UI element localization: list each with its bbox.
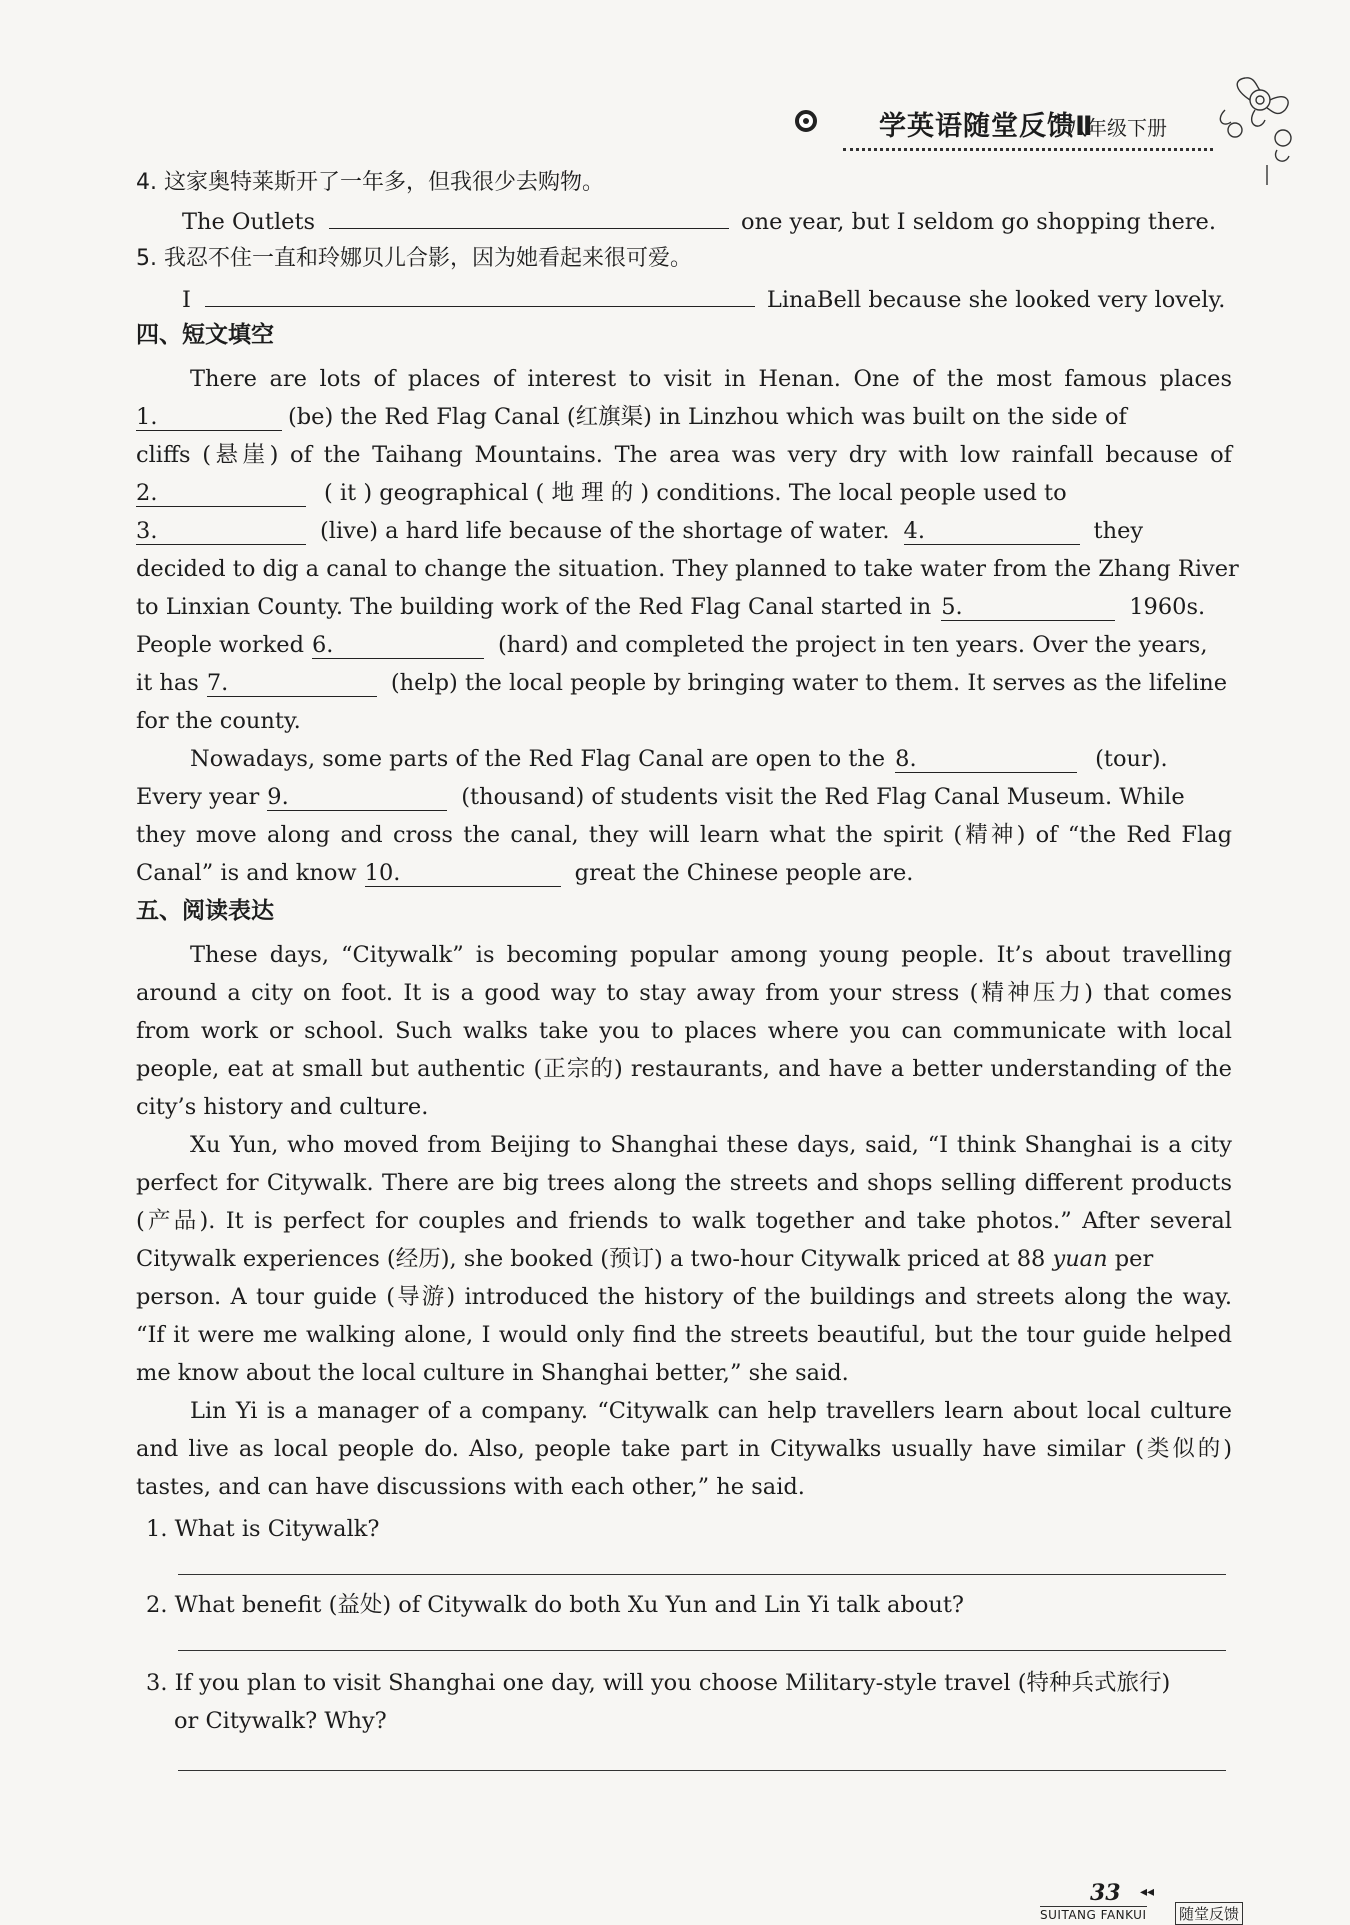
passage-p2-line-2: perfect for Citywalk. There are big trees along the streets and shops selling different products bbox=[136, 1170, 1232, 1196]
cloze-line-1: There are lots of places of interest to visit in Henan. One of the most famous places bbox=[190, 366, 1232, 392]
cloze-line-4 bbox=[136, 476, 1232, 510]
cloze-blank-10[interactable]: 10. bbox=[365, 860, 561, 887]
page-header bbox=[795, 104, 1215, 156]
passage-p2-line-3: (产品). It is perfect for couples and friends to walk together and take photos.” After several bbox=[136, 1208, 1232, 1234]
cloze-line-13: they move along and cross the canal, they will learn what the spirit (精神) of “the Red Flag bbox=[136, 822, 1232, 848]
page-footer bbox=[1040, 1880, 1270, 1924]
translation-q4-chinese: 4. 这家奥特莱斯开了一年多，但我很少去购物。 bbox=[136, 170, 604, 195]
page-number: 33 bbox=[1090, 1880, 1121, 1906]
cloze-line-10: for the county. bbox=[136, 708, 301, 734]
cloze-line-6: decided to dig a canal to change the situation. They planned to take water from the Zhang River bbox=[136, 556, 1239, 582]
passage-p3-line-1: Lin Yi is a manager of a company. “Citywalk can help travellers learn about local culture bbox=[190, 1398, 1232, 1424]
cloze-line-2 bbox=[136, 400, 1232, 434]
cloze-text: Every year bbox=[136, 784, 260, 810]
q5-prefix: I bbox=[182, 287, 191, 313]
cloze-text: (hard) and completed the project in ten years. Over the years, bbox=[497, 632, 1208, 658]
cloze-line-3: cliffs (悬崖) of the Taihang Mountains. The area was very dry with low rainfall because of bbox=[136, 442, 1232, 468]
cloze-blank-2[interactable]: 2. bbox=[136, 480, 306, 507]
cloze-line-11 bbox=[190, 742, 1232, 776]
header-bullet-icon bbox=[795, 110, 817, 132]
passage-p1-line-1: These days, “Citywalk” is becoming popular among young people. It’s about travelling bbox=[190, 942, 1232, 968]
cloze-text: (be) the Red Flag Canal (红旗渠) in Linzhou which was built on the side of bbox=[288, 404, 1127, 430]
book-subtitle: 八年级下册 bbox=[1067, 116, 1167, 140]
book-title: 学英语随堂反馈Ⅱ bbox=[879, 111, 1094, 142]
passage-p3-line-2: and live as local people do. Also, people take part in Citywalks usually have similar (类似的) bbox=[136, 1436, 1232, 1462]
cloze-text: (thousand) of students visit the Red Flag Canal Museum. While bbox=[461, 784, 1185, 810]
passage-p2-line-7: me know about the local culture in Shanghai better,” she said. bbox=[136, 1360, 849, 1386]
question-3-line-2: or Citywalk? Why? bbox=[174, 1708, 387, 1734]
cloze-text: (help) the local people by bringing water to them. It serves as the lifeline bbox=[390, 670, 1228, 696]
passage-p1-line-3: from work or school. Such walks take you to places where you can communicate with local bbox=[136, 1018, 1232, 1044]
question-2-answer-line[interactable] bbox=[178, 1650, 1226, 1651]
arrow-left-icon: ◂◂ bbox=[1140, 1884, 1155, 1900]
cloze-blank-6[interactable]: 6. bbox=[312, 632, 484, 659]
passage-text: Citywalk experiences (经历), she booked (预订) a two-hour Citywalk priced at 88 bbox=[136, 1246, 1046, 1272]
q4-answer-blank[interactable] bbox=[329, 202, 729, 229]
cloze-text: (live) a hard life because of the shortage of water. bbox=[320, 518, 890, 544]
passage-p1-line-5: city’s history and culture. bbox=[136, 1094, 429, 1120]
question-2: 2. What benefit (益处) of Citywalk do both Xu Yun and Lin Yi talk about? bbox=[146, 1592, 964, 1618]
question-1-answer-line[interactable] bbox=[178, 1574, 1226, 1575]
cloze-text: it has bbox=[136, 670, 199, 696]
cloze-blank-9[interactable]: 9. bbox=[267, 784, 447, 811]
cloze-text: ( it ) geographical ( 地 理 的 ) conditions. The local people used to bbox=[324, 480, 1067, 506]
passage-text: per bbox=[1114, 1246, 1154, 1272]
passage-p1-line-4: people, eat at small but authentic (正宗的) restaurants, and have a better understanding of the bbox=[136, 1056, 1232, 1082]
question-1: 1. What is Citywalk? bbox=[146, 1516, 380, 1542]
passage-p2-line-6: “If it were me walking alone, I would only find the streets beautiful, but the tour guide helped bbox=[136, 1322, 1232, 1348]
section-5-heading: 五、阅读表达 bbox=[136, 898, 274, 924]
question-3-line-1: 3. If you plan to visit Shanghai one day, will you choose Military-style travel (特种兵式旅行) bbox=[146, 1670, 1171, 1696]
translation-q5-chinese: 5. 我忍不住一直和玲娜贝儿合影，因为她看起来很可爱。 bbox=[136, 246, 692, 271]
footer-brand-chinese: 随堂反馈 bbox=[1175, 1902, 1243, 1925]
cloze-text: they bbox=[1093, 518, 1144, 544]
section-4-heading: 四、短文填空 bbox=[136, 322, 274, 348]
cloze-blank-8[interactable]: 8. bbox=[895, 746, 1077, 773]
header-dotted-rule bbox=[843, 148, 1213, 151]
passage-p3-line-3: tastes, and can have discussions with each other,” he said. bbox=[136, 1474, 805, 1500]
cloze-blank-7[interactable]: 7. bbox=[207, 670, 377, 697]
cloze-text: Canal” is and know bbox=[136, 860, 357, 886]
passage-text-italic: yuan bbox=[1052, 1246, 1108, 1272]
cloze-line-9 bbox=[136, 666, 1232, 700]
cloze-text: Nowadays, some parts of the Red Flag Canal are open to the bbox=[190, 746, 886, 772]
passage-p2-line-4 bbox=[136, 1242, 1232, 1276]
translation-q5-english bbox=[182, 280, 1232, 317]
cloze-line-8 bbox=[136, 628, 1232, 662]
footer-brand: SUITANG FANKUI bbox=[1040, 1908, 1147, 1922]
question-3-answer-line[interactable] bbox=[178, 1770, 1226, 1771]
cloze-line-12 bbox=[136, 780, 1232, 814]
passage-p2-line-5: person. A tour guide (导游) introduced the history of the buildings and streets along the way. bbox=[136, 1284, 1232, 1310]
translation-q4-english bbox=[182, 202, 1232, 239]
passage-p1-line-2: around a city on foot. It is a good way to stay away from your stress (精神压力) that comes bbox=[136, 980, 1232, 1006]
cloze-blank-1[interactable]: 1. bbox=[136, 404, 282, 431]
cloze-blank-5[interactable]: 5. bbox=[941, 594, 1115, 621]
cloze-text: 1960s. bbox=[1129, 594, 1206, 620]
q4-suffix: one year, but I seldom go shopping there. bbox=[741, 209, 1217, 235]
cloze-blank-3[interactable]: 3. bbox=[136, 518, 306, 545]
cloze-text: People worked bbox=[136, 632, 304, 658]
q5-answer-blank[interactable] bbox=[205, 280, 755, 307]
cloze-text: (tour). bbox=[1095, 746, 1168, 772]
cloze-text: great the Chinese people are. bbox=[574, 860, 914, 886]
cloze-line-5 bbox=[136, 514, 1232, 548]
cloze-blank-4[interactable]: 4. bbox=[904, 518, 1080, 545]
cloze-text: to Linxian County. The building work of the Red Flag Canal started in bbox=[136, 594, 932, 620]
q5-suffix: LinaBell because she looked very lovely. bbox=[766, 287, 1226, 313]
cloze-line-7 bbox=[136, 590, 1232, 624]
passage-p2-line-1: Xu Yun, who moved from Beijing to Shanghai these days, said, “I think Shanghai is a city bbox=[190, 1132, 1232, 1158]
cloze-line-14 bbox=[136, 856, 1232, 890]
q4-prefix: The Outlets bbox=[182, 209, 316, 235]
